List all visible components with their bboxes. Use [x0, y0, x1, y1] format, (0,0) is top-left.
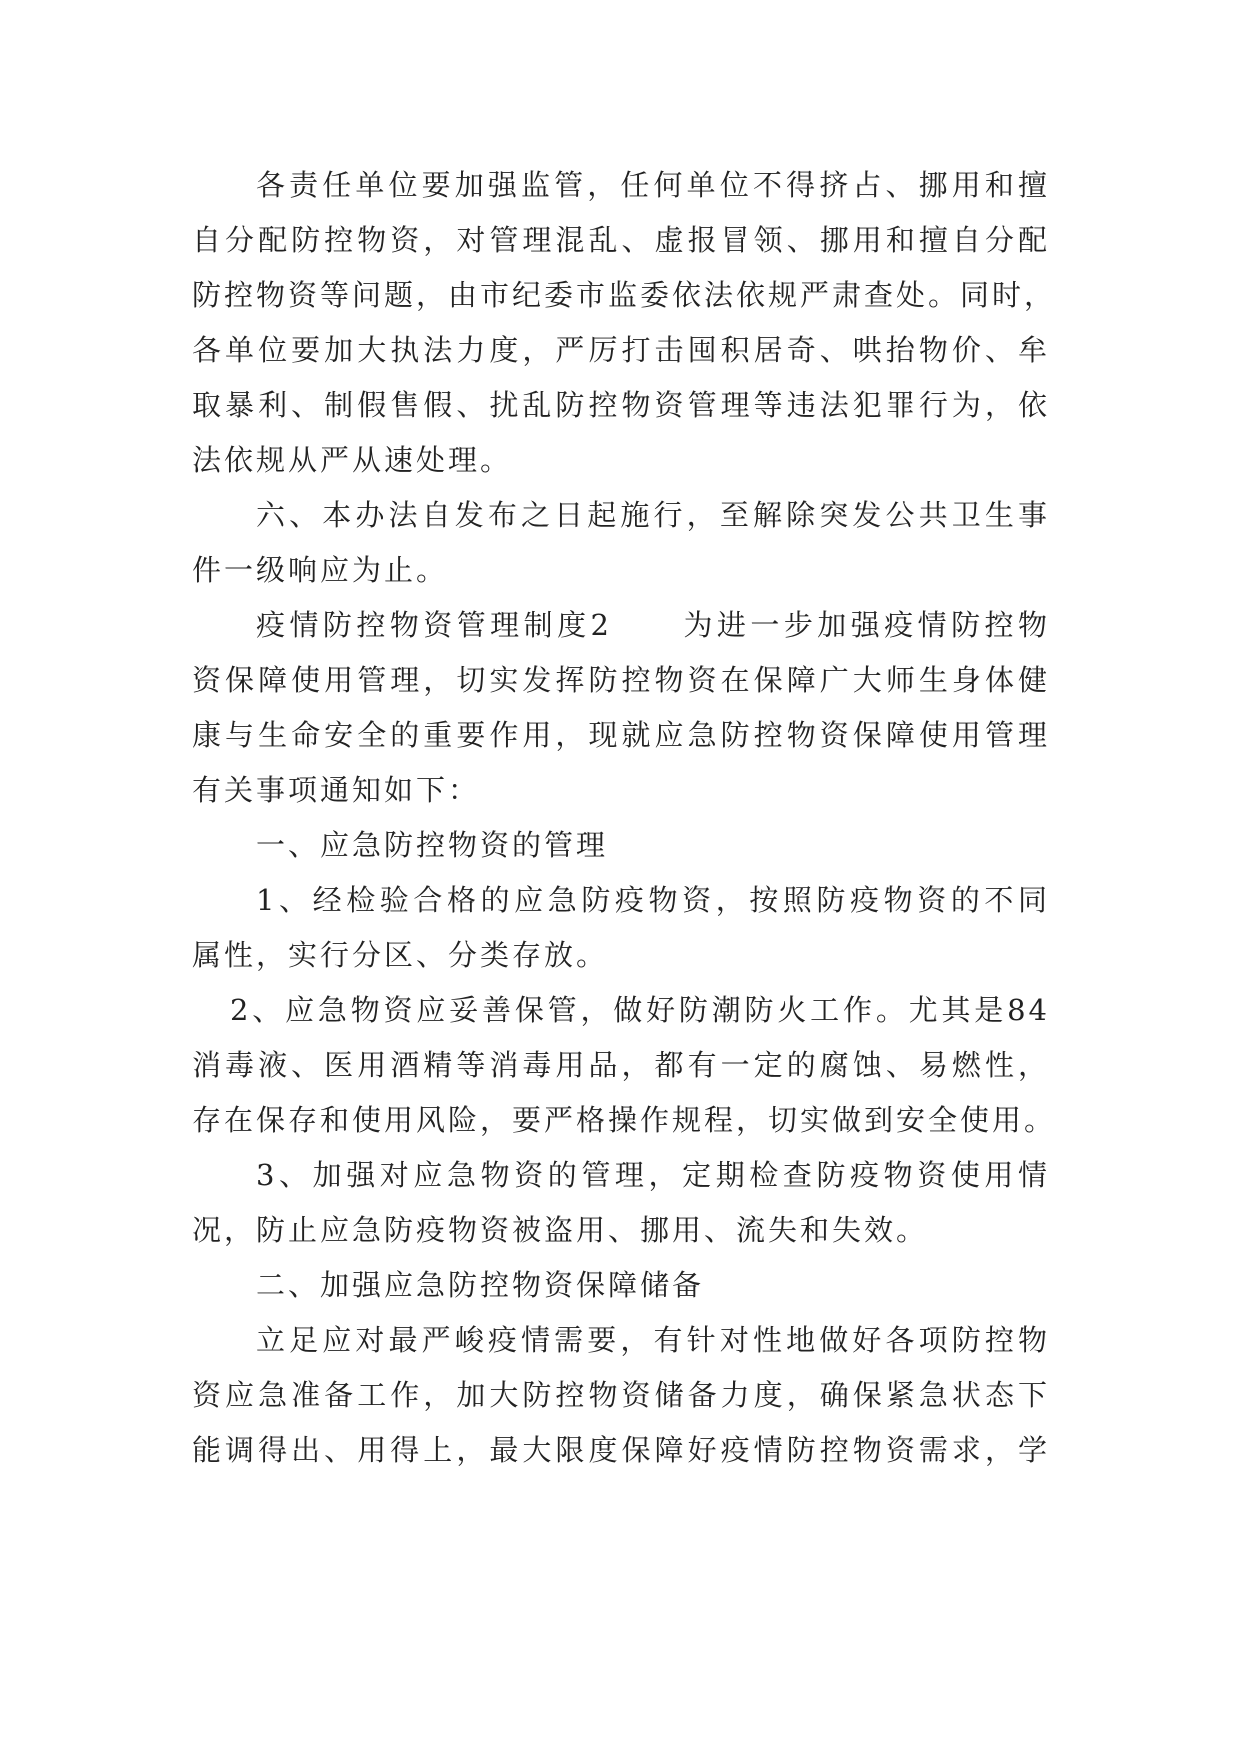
text-line: 能调得出、用得上，最大限度保障好疫情防控物资需求，学 [192, 1433, 1050, 1467]
text-line: 防控物资等问题，由市纪委市监委依法依规严肃查处。同时， [192, 278, 1057, 312]
text-line: 取暴利、制假售假、扰乱防控物资管理等违法犯罪行为，依 [192, 388, 1050, 422]
paragraph [192, 983, 1057, 1148]
text-line: 各责任单位要加强监管，任何单位不得挤占、挪用和擅 [256, 168, 1050, 202]
text-line [192, 598, 1050, 653]
heading [192, 1258, 1050, 1313]
paragraph [192, 488, 1050, 598]
text-fragment: 为进一步加强疫情防控物 [682, 608, 1050, 642]
heading [192, 818, 1050, 873]
document-body [192, 158, 1057, 1478]
text-line: 有关事项通知如下： [192, 773, 481, 807]
paragraph [192, 158, 1057, 488]
text-line: 立足应对最严峻疫情需要，有针对性地做好各项防控物 [256, 1323, 1050, 1357]
text-line: 1、经检验合格的应急防疫物资，按照防疫物资的不同 [256, 883, 1050, 917]
text-line: 况，防止应急防疫物资被盗用、挪用、流失和失效。 [192, 1213, 929, 1247]
text-line: 资应急准备工作，加大防控物资储备力度，确保紧急状态下 [192, 1378, 1050, 1412]
text-line: 法依规从严从速处理。 [192, 443, 513, 477]
paragraph [192, 873, 1050, 983]
text-line: 消毒液、医用酒精等消毒用品，都有一定的腐蚀、易燃性， [192, 1048, 1050, 1082]
text-line: 2、应急物资应妥善保管，做好防潮防火工作。尤其是84 [230, 993, 1050, 1027]
paragraph [192, 598, 1050, 818]
heading-line: 二、加强应急防控物资保障储备 [256, 1268, 705, 1302]
text-line: 各单位要加大执法力度，严厉打击囤积居奇、哄抬物价、牟 [192, 333, 1050, 367]
heading-line: 一、应急防控物资的管理 [256, 828, 609, 862]
text-line: 自分配防控物资，对管理混乱、虚报冒领、挪用和擅自分配 [192, 223, 1050, 257]
paragraph [192, 1148, 1050, 1258]
text-line: 属性，实行分区、分类存放。 [192, 938, 609, 972]
paragraph [192, 1313, 1050, 1478]
text-line: 存在保存和使用风险，要严格操作规程，切实做到安全使用。 [192, 1103, 1057, 1137]
text-line: 3、加强对应急物资的管理，定期检查防疫物资使用情 [256, 1158, 1050, 1192]
text-line: 六、本办法自发布之日起施行，至解除突发公共卫生事 [256, 498, 1050, 532]
text-line: 康与生命安全的重要作用，现就应急防控物资保障使用管理 [192, 718, 1050, 752]
text-line: 件一级响应为止。 [192, 553, 449, 587]
text-line: 资保障使用管理，切实发挥防控物资在保障广大师生身体健 [192, 663, 1050, 697]
section-title: 疫情防控物资管理制度2 [256, 608, 612, 642]
